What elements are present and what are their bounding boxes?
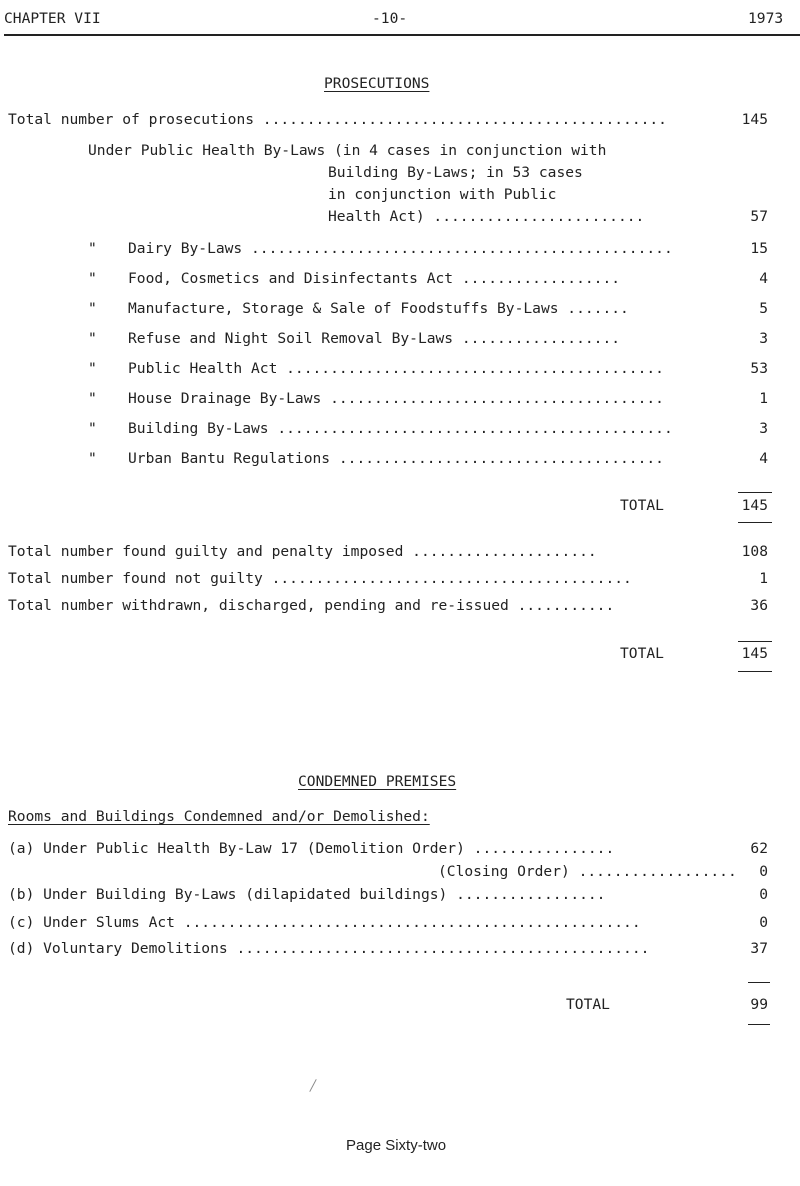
item-value: 4 — [759, 270, 768, 287]
condemned-item-label: (Closing Order) .................. — [438, 863, 737, 880]
item-label: Food, Cosmetics and Disinfectants Act .................. — [128, 270, 621, 287]
header-rule — [4, 34, 800, 36]
item-label: Refuse and Night Soil Removal By-Laws .................. — [128, 330, 621, 347]
outcome-value: 1 — [759, 570, 768, 587]
ditto-mark: " — [88, 420, 97, 437]
outcome-label: Total number found not guilty ......................................... — [8, 570, 632, 587]
item-value: 3 — [759, 420, 768, 437]
ditto-mark: " — [88, 300, 97, 317]
page-footer: Page Sixty-two — [346, 1137, 447, 1154]
item-label: Dairy By-Laws ................................................ — [128, 240, 673, 257]
under-public-health-cont: Health Act) ........................ — [328, 208, 645, 225]
chapter-label: CHAPTER VII — [4, 10, 101, 27]
stray-mark — [309, 1079, 316, 1092]
condemned-item-label: (a) Under Public Health By-Law 17 (Demolition Order) ................ — [8, 840, 615, 857]
under-public-health-cont: in conjunction with Public — [328, 186, 557, 203]
total-rule-bottom — [738, 522, 772, 523]
condemned-item-label: (b) Under Building By-Laws (dilapidated buildings) ................. — [8, 886, 606, 903]
total-rule-top — [738, 492, 772, 493]
total-word: TOTAL — [566, 996, 610, 1013]
item-value: 3 — [759, 330, 768, 347]
condemned-item-value: 0 — [759, 914, 768, 931]
outcome-label: Total number found guilty and penalty imposed ..................... — [8, 543, 597, 560]
under-public-health-label: Under Public Health By-Laws (in 4 cases in conjunction with — [88, 142, 607, 159]
item-value: 4 — [759, 450, 768, 467]
ditto-mark: " — [88, 330, 97, 347]
outcome-value: 36 — [750, 597, 768, 614]
under-public-health-value: 57 — [750, 208, 768, 225]
item-label: Building By-Laws ............................................. — [128, 420, 673, 437]
total-word: TOTAL — [620, 645, 664, 662]
item-label: Public Health Act ........................................... — [128, 360, 664, 377]
ditto-mark: " — [88, 270, 97, 287]
ditto-mark: " — [88, 390, 97, 407]
condemned-heading: CONDEMNED PREMISES — [298, 773, 457, 790]
outcome-label: Total number withdrawn, discharged, pending and re-issued ........... — [8, 597, 615, 614]
ditto-mark: " — [88, 240, 97, 257]
total-prosecutions-value: 145 — [741, 111, 768, 128]
item-label: House Drainage By-Laws ...................................... — [128, 390, 664, 407]
page-number: -10- — [372, 10, 408, 27]
condemned-item-value: 0 — [759, 886, 768, 903]
total-value: 99 — [750, 996, 768, 1013]
condemned-item-value: 37 — [750, 940, 768, 957]
total-rule-bottom — [748, 1024, 770, 1025]
total-value: 145 — [741, 645, 768, 662]
condemned-subheading: Rooms and Buildings Condemned and/or Demolished: — [8, 808, 430, 825]
year-label: 1973 — [748, 10, 784, 27]
condemned-item-value: 62 — [750, 840, 768, 857]
total-word: TOTAL — [620, 497, 664, 514]
prosecutions-heading: PROSECUTIONS — [324, 75, 430, 92]
total-rule-top — [748, 982, 770, 983]
condemned-item-value: 0 — [759, 863, 768, 880]
item-label: Manufacture, Storage & Sale of Foodstuffs By-Laws ....... — [128, 300, 629, 317]
outcome-value: 108 — [741, 543, 768, 560]
item-value: 53 — [750, 360, 768, 377]
item-value: 5 — [759, 300, 768, 317]
under-public-health-cont: Building By-Laws; in 53 cases — [328, 164, 583, 181]
total-rule-top — [738, 641, 772, 642]
item-value: 1 — [759, 390, 768, 407]
ditto-mark: " — [88, 360, 97, 377]
item-label: Urban Bantu Regulations ..................................... — [128, 450, 664, 467]
total-rule-bottom — [738, 671, 772, 672]
ditto-mark: " — [88, 450, 97, 467]
total-value: 145 — [741, 497, 768, 514]
total-prosecutions-label: Total number of prosecutions .............................................. — [8, 111, 667, 128]
condemned-item-label: (c) Under Slums Act .................................................... — [8, 914, 641, 931]
item-value: 15 — [750, 240, 768, 257]
condemned-item-label: (d) Voluntary Demolitions ............................................... — [8, 940, 650, 957]
